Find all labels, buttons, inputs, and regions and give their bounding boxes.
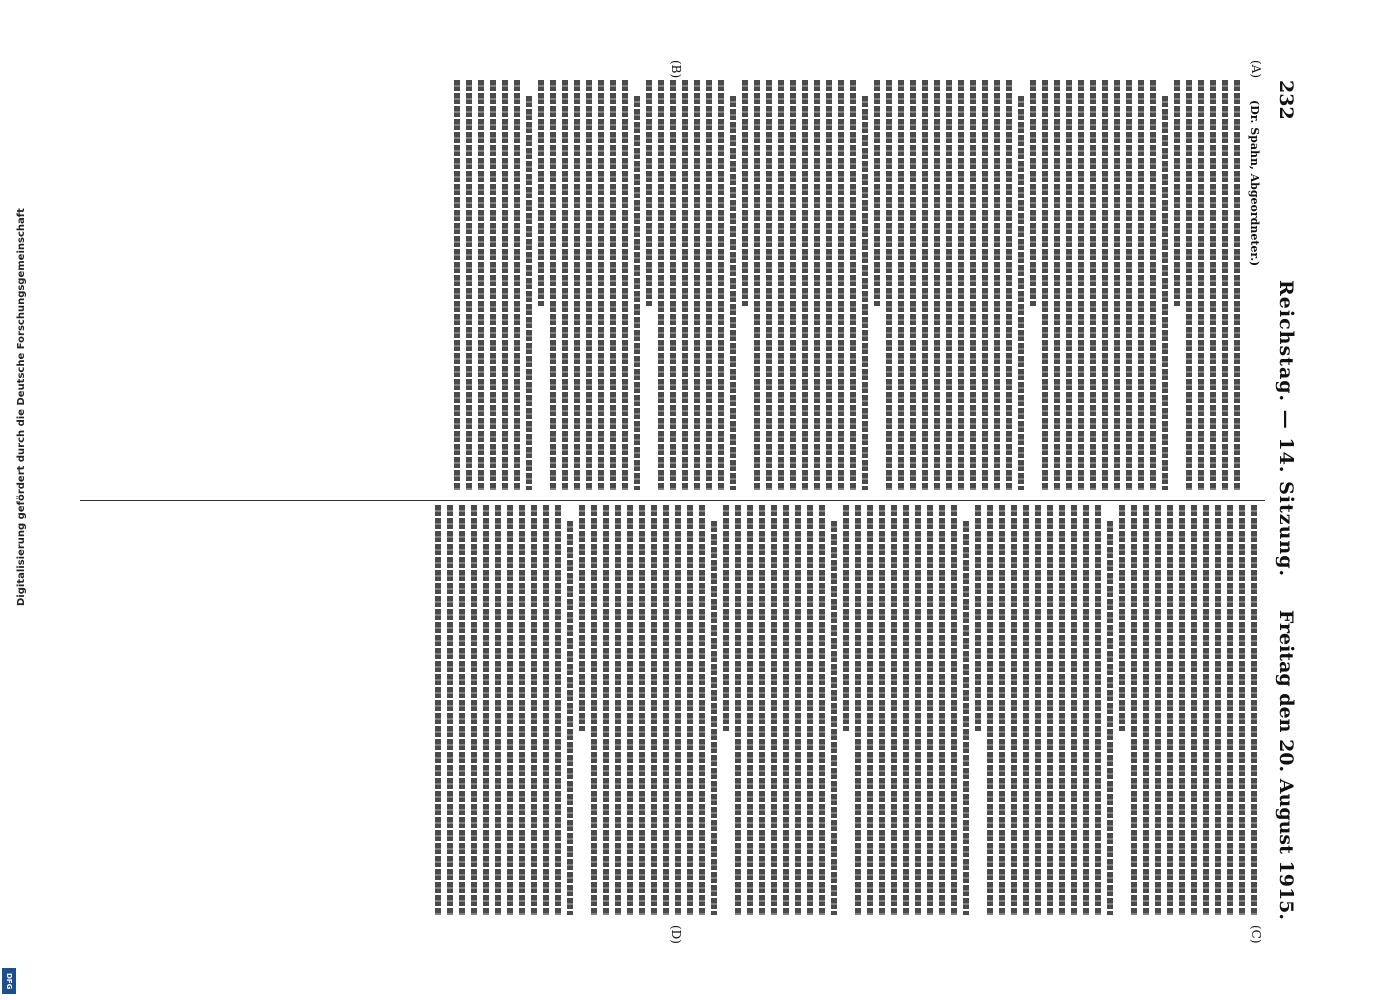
text-line — [903, 505, 909, 915]
text-line — [826, 80, 832, 490]
text-line — [898, 80, 904, 490]
text-line — [1047, 505, 1053, 915]
text-line — [579, 505, 585, 731]
text-line — [862, 96, 868, 490]
text-line — [783, 505, 789, 915]
text-line — [670, 80, 676, 490]
text-line — [1006, 80, 1012, 490]
text-line — [946, 80, 952, 490]
text-line — [543, 505, 549, 915]
text-line — [915, 505, 921, 915]
text-line — [699, 505, 705, 915]
text-line — [1203, 505, 1209, 915]
text-line — [1071, 505, 1077, 915]
text-line — [471, 505, 477, 915]
text-line — [550, 80, 556, 490]
text-line — [634, 96, 640, 490]
speaker-label: (Dr. Spahn, Abgeordneter.) — [1248, 100, 1261, 267]
text-line — [982, 80, 988, 490]
text-line — [1143, 505, 1149, 915]
text-line — [1030, 80, 1036, 306]
margin-marker-b: (B) — [669, 60, 683, 79]
text-line — [790, 80, 796, 490]
text-column-left — [83, 80, 1263, 490]
text-line — [1198, 80, 1204, 490]
text-line — [1023, 505, 1029, 915]
text-line — [802, 80, 808, 490]
text-line — [807, 505, 813, 915]
text-line — [922, 80, 928, 490]
text-line — [1102, 80, 1108, 490]
text-line — [639, 505, 645, 915]
text-line — [682, 80, 688, 490]
text-line — [1059, 505, 1065, 915]
text-line — [1234, 80, 1240, 490]
text-line — [1011, 505, 1017, 915]
text-line — [778, 80, 784, 490]
text-line — [694, 80, 700, 490]
text-line — [490, 80, 496, 490]
text-line — [1078, 80, 1084, 490]
digitization-credit-text: Digitalisierung gefördert durch die Deutsche Forschungsgemeinschaft — [16, 208, 27, 606]
text-line — [879, 505, 885, 915]
text-line — [495, 505, 501, 915]
text-line — [1107, 521, 1113, 915]
text-line — [999, 505, 1005, 915]
text-line — [766, 80, 772, 490]
text-line — [1119, 505, 1125, 731]
text-line — [735, 505, 741, 915]
text-line — [1251, 505, 1257, 915]
text-line — [1191, 505, 1197, 915]
text-line — [838, 80, 844, 490]
text-line — [586, 80, 592, 490]
text-line — [1222, 80, 1228, 490]
text-line — [706, 80, 712, 490]
text-line — [567, 521, 573, 915]
text-line — [435, 505, 441, 915]
text-line — [447, 505, 453, 915]
text-line — [574, 80, 580, 490]
text-line — [622, 80, 628, 490]
text-line — [555, 505, 561, 915]
text-line — [1131, 505, 1137, 915]
text-line — [1066, 80, 1072, 490]
text-line — [970, 80, 976, 490]
text-line — [1215, 505, 1221, 915]
text-line — [1155, 505, 1161, 915]
text-line — [538, 80, 544, 306]
text-line — [795, 505, 801, 915]
text-line — [718, 80, 724, 490]
text-line — [754, 80, 760, 490]
text-line — [927, 505, 933, 915]
text-line — [759, 505, 765, 915]
text-line — [987, 505, 993, 915]
text-line — [603, 505, 609, 915]
text-line — [886, 80, 892, 490]
text-line — [483, 505, 489, 915]
text-line — [507, 505, 513, 915]
left-column-lines — [454, 80, 1240, 490]
text-line — [478, 80, 484, 490]
text-column-right — [83, 505, 1263, 915]
text-line — [1018, 96, 1024, 490]
text-line — [1162, 96, 1168, 490]
text-line — [934, 80, 940, 490]
text-line — [1095, 505, 1101, 915]
text-line — [1042, 80, 1048, 490]
dfg-logo: DFG — [2, 968, 16, 994]
text-line — [651, 505, 657, 915]
text-line — [687, 505, 693, 915]
text-line — [958, 80, 964, 490]
text-line — [831, 521, 837, 915]
text-line — [514, 80, 520, 490]
text-line — [646, 80, 652, 306]
text-line — [711, 521, 717, 915]
text-line — [502, 80, 508, 490]
margin-marker-d: (D) — [669, 925, 683, 944]
column-divider — [80, 500, 1265, 501]
page-number: 232 — [1275, 80, 1297, 120]
text-line — [675, 505, 681, 915]
text-line — [1083, 505, 1089, 915]
text-line — [994, 80, 1000, 490]
text-line — [1186, 80, 1192, 490]
text-line — [1150, 80, 1156, 490]
text-line — [1210, 80, 1216, 490]
text-line — [723, 505, 729, 731]
digitization-credit — [2, 0, 27, 1000]
session-date: Freitag den 20. August 1915. — [1275, 609, 1297, 920]
text-line — [459, 505, 465, 915]
text-line — [819, 505, 825, 915]
text-line — [1126, 80, 1132, 490]
text-line — [742, 80, 748, 306]
text-line — [1090, 80, 1096, 490]
text-line — [1227, 505, 1233, 915]
text-line — [591, 505, 597, 915]
margin-marker-c: (C) — [1249, 925, 1263, 944]
margin-marker-a: (A) — [1249, 60, 1263, 79]
text-line — [1035, 505, 1041, 915]
text-line — [598, 80, 604, 490]
text-line — [850, 80, 856, 490]
text-line — [843, 505, 849, 731]
text-line — [466, 80, 472, 490]
text-line — [975, 505, 981, 731]
text-line — [874, 80, 880, 306]
text-line — [454, 80, 460, 490]
right-column-lines — [435, 505, 1257, 915]
text-line — [519, 505, 525, 915]
text-line — [951, 505, 957, 915]
text-line — [891, 505, 897, 915]
text-line — [814, 80, 820, 490]
running-title: Reichstag. — 14. Sitzung. — [1275, 280, 1297, 578]
text-line — [615, 505, 621, 915]
text-line — [963, 521, 969, 915]
text-line — [939, 505, 945, 915]
text-line — [867, 505, 873, 915]
text-line — [1174, 80, 1180, 306]
text-line — [1179, 505, 1185, 915]
text-line — [1114, 80, 1120, 490]
text-line — [663, 505, 669, 915]
text-line — [1138, 80, 1144, 490]
text-line — [1239, 505, 1245, 915]
text-line — [627, 505, 633, 915]
text-line — [730, 96, 736, 490]
page-header — [1271, 80, 1297, 920]
text-line — [1167, 505, 1173, 915]
text-line — [562, 80, 568, 490]
text-line — [1054, 80, 1060, 490]
text-line — [855, 505, 861, 915]
text-line — [610, 80, 616, 490]
text-line — [531, 505, 537, 915]
text-line — [771, 505, 777, 915]
text-line — [910, 80, 916, 490]
text-line — [747, 505, 753, 915]
text-line — [526, 96, 532, 490]
text-line — [658, 80, 664, 490]
